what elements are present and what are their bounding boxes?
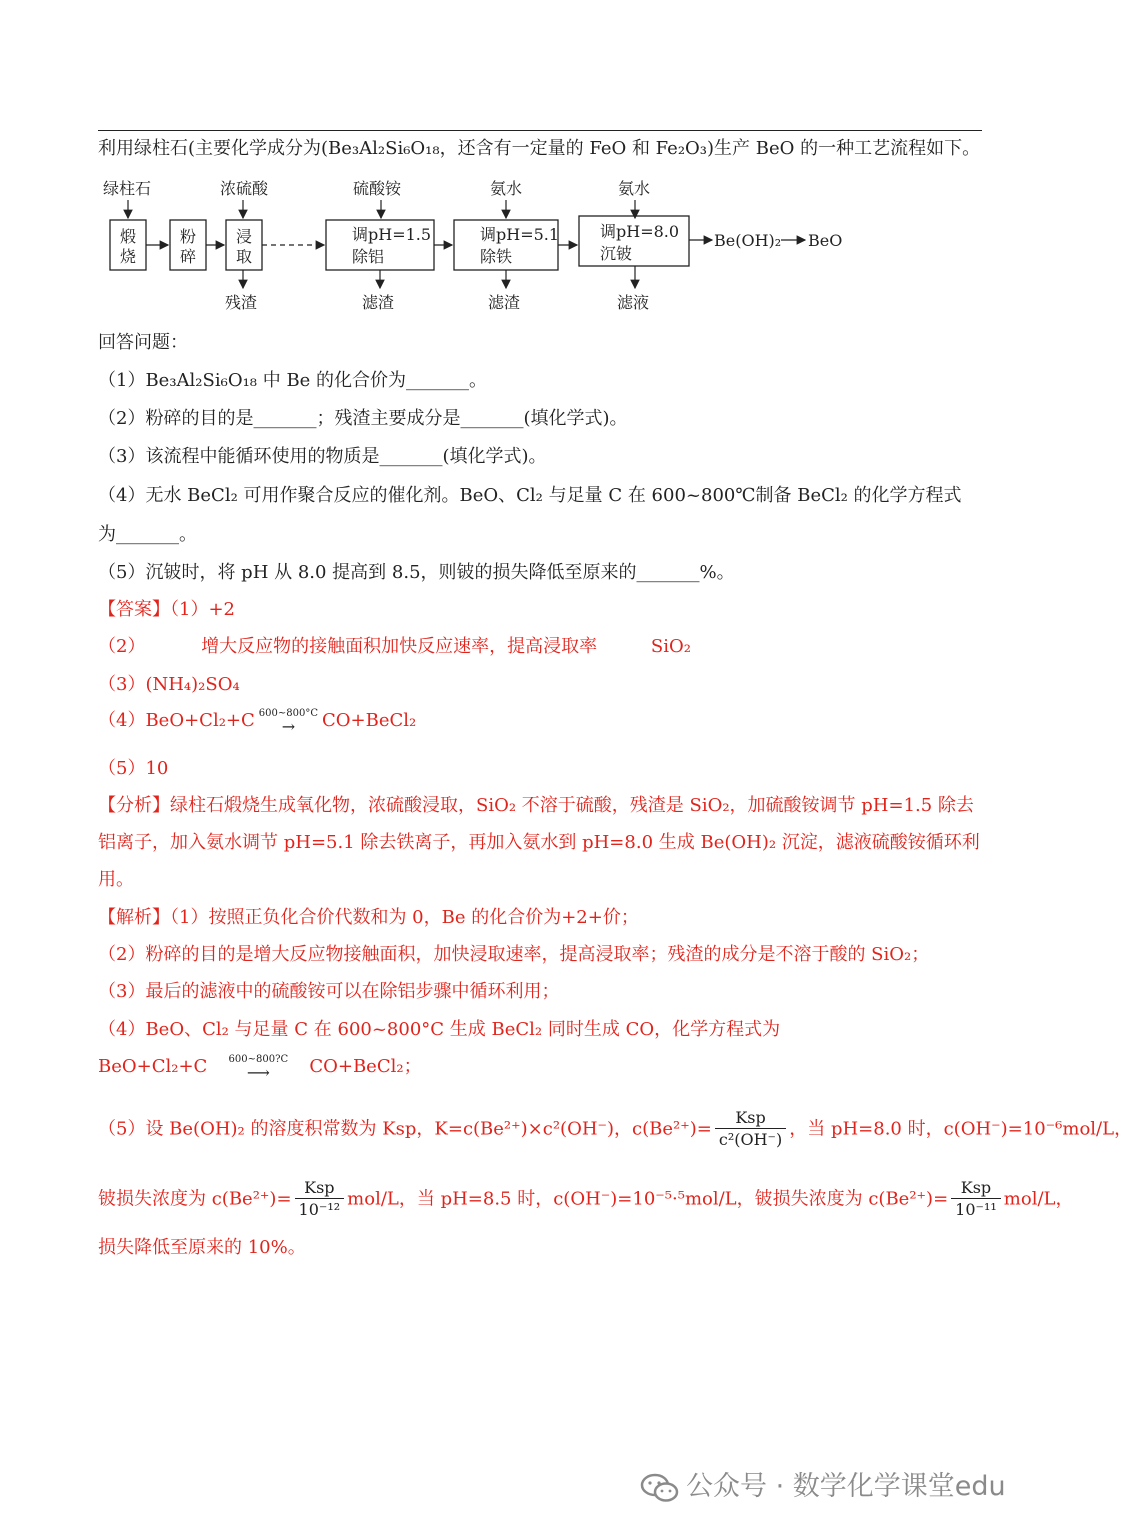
- step-remove-al: 除铝: [352, 247, 385, 266]
- answer-4-left: （4）BeO+Cl₂+C: [98, 710, 255, 731]
- svg-text:碎: 碎: [180, 247, 197, 266]
- watermark: [640, 1464, 1006, 1503]
- process-flow-diagram: [98, 172, 898, 322]
- wechat-icon: [640, 1473, 680, 1503]
- answer-3: （3）(NH₄)₂SO₄: [98, 674, 240, 695]
- explanation-3: （3）最后的滤液中的硫酸铵可以在除铝步骤中循环利用；: [98, 981, 560, 1002]
- answer-5: （5）10: [98, 758, 169, 779]
- product-beoh2: Be(OH)₂: [714, 231, 782, 250]
- reagent-ammonia-2: 氨水: [618, 179, 651, 198]
- analysis-line-1: 【分析】绿柱石煅烧生成氧化物，浓硫酸浸取，SiO₂ 不溶于硫酸，残渣是 SiO₂，加硫酸铵调节 pH=1.5 除去: [98, 795, 974, 816]
- answer-1: 【答案】（1）+2: [98, 599, 235, 620]
- answer-4: [98, 708, 416, 734]
- step-remove-fe: 除铁: [480, 247, 513, 266]
- analysis-line-2: 铝离子，加入氨水调节 pH=5.1 除去铁离子，再加入氨水到 pH=8.0 生成 Be(OH)₂ 沉淀，滤液硫酸铵循环利: [98, 832, 980, 853]
- watermark-text: 公众号 · 数学化学课堂edu: [686, 1471, 1006, 1502]
- question-5: （5）沉铍时，将 pH 从 8.0 提高到 8.5，则铍的损失降低至原来的_______%。: [98, 562, 735, 583]
- questions-heading: 回答问题：: [98, 332, 188, 353]
- question-3: （3）该流程中能循环使用的物质是_______(填化学式)。: [98, 446, 547, 467]
- fraction-ph8-5: $\frac{\text{Ksp}}{\text{10⁻¹¹}}$: [951, 1178, 1001, 1221]
- reagent-ammonium-sulfate: 硫酸铵: [353, 179, 402, 198]
- intro-text: 利用绿柱石(主要化学成分为(Be₃Al₂Si₆O₁₈，还含有一定量的 FeO 和 Fe₂O₃)生产 BeO 的一种工艺流程如下。: [98, 138, 981, 159]
- step-ph-1-5: 调pH=1.5: [352, 225, 432, 244]
- explanation-5: （5）设 Be(OH)₂ 的溶度积常数为 Ksp，K=c(Be²⁺)×c²(OH⁻)，c(Be²⁺)= $\frac{\text{Ksp}}{\text{c²(OH⁻)}}$ ，当 pH=8.0 时，c(OH⁻)=10⁻⁶mol/L，: [98, 1108, 1132, 1149]
- question-4-line-1: （4）无水 BeCl₂ 可用作聚合反应的催化剂。BeO、Cl₂ 与足量 C 在 600~800℃制备 BeCl₂ 的化学方程式: [98, 485, 962, 506]
- ksp-fraction: $\frac{\text{Ksp}}{\text{c²(OH⁻)}}$: [715, 1108, 786, 1151]
- svg-text:烧: 烧: [120, 247, 137, 266]
- residue-1: 残渣: [225, 293, 258, 312]
- explanation-6: 铍损失浓度为 c(Be²⁺)= $\frac{\text{Ksp}}{\text{10⁻¹²}}$ mol/L，当 pH=8.5 时，c(OH⁻)=10⁻⁵·⁵mol/L，铍损失浓度为 c(Be²⁺)= $\frac{\text{Ksp}}{\text{10⁻¹¹}}$ mol/L，: [98, 1178, 1074, 1219]
- step-precip-be: 沉铍: [600, 244, 633, 263]
- residue-3: 滤渣: [488, 293, 521, 312]
- explanation-7: 损失降低至原来的 10%。: [98, 1237, 306, 1258]
- fraction-ph8: $\frac{\text{Ksp}}{\text{10⁻¹²}}$: [295, 1178, 345, 1221]
- explanation-2: （2）粉碎的目的是增大反应物接触面积，加快浸取速率，提高浸取率；残渣的成分是不溶于酸的 SiO₂；: [98, 944, 930, 965]
- explanation-4-arrow: 600~800?C ⟶: [228, 1054, 289, 1082]
- reagent-ammonia-1: 氨水: [490, 179, 523, 198]
- question-4-line-2: 为_______。: [98, 524, 197, 545]
- answer-2: [98, 634, 691, 660]
- answer-4-right: CO+BeCl₂: [322, 710, 417, 731]
- step-ph-5-1: 调pH=5.1: [480, 225, 560, 244]
- residue-2: 滤渣: [362, 293, 395, 312]
- answer-2-number: （2）: [98, 636, 146, 657]
- answer-2-formula: SiO₂: [650, 636, 691, 657]
- question-2: （2）粉碎的目的是_______；残渣主要成分是_______(填化学式)。: [98, 408, 628, 429]
- reagent-beryl: 绿柱石: [103, 179, 152, 198]
- svg-text:取: 取: [236, 247, 253, 266]
- svg-text:浸: 浸: [236, 227, 253, 246]
- question-1: （1）Be₃Al₂Si₆O₁₈ 中 Be 的化合价为_______。: [98, 370, 488, 391]
- explanation-4-equation: BeO+Cl₂+C 600~800?C ⟶ CO+BeCl₂；: [98, 1054, 422, 1082]
- explanation-1: 【解析】（1）按照正负化合价代数和为 0，Be 的化合价为+2+价；: [98, 907, 639, 928]
- top-rule: [98, 130, 982, 131]
- reagent-conc-h2so4: 浓硫酸: [220, 179, 269, 198]
- analysis-line-3: 用。: [98, 869, 134, 890]
- step-calcine-1: 煅: [120, 227, 137, 246]
- product-beo: BeO: [808, 231, 843, 250]
- answer-4-arrow: 600~800°C →: [258, 708, 318, 736]
- filtrate: 滤液: [617, 293, 650, 312]
- answer-2-text: 增大反应物的接触面积加快反应速率，提高浸取率: [201, 636, 598, 657]
- svg-text:粉: 粉: [180, 227, 197, 246]
- explanation-4: （4）BeO、Cl₂ 与足量 C 在 600~800°C 生成 BeCl₂ 同时生成 CO，化学方程式为: [98, 1019, 781, 1040]
- step-ph-8-0: 调pH=8.0: [600, 222, 680, 241]
